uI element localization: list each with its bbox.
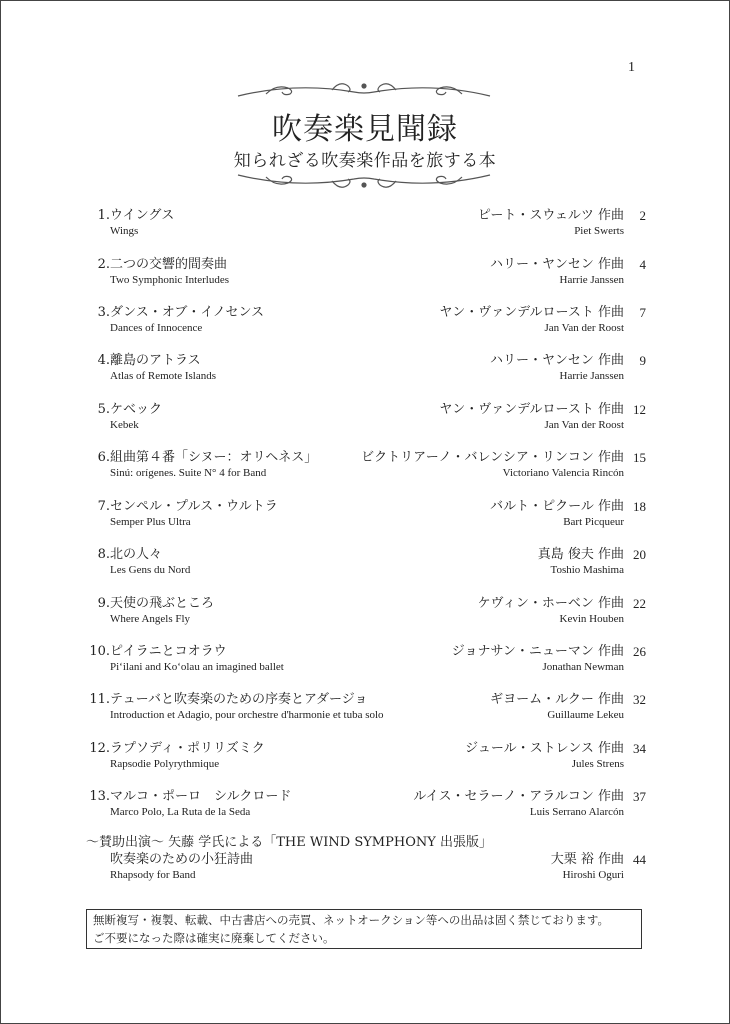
toc-entry-12[interactable] [86, 741, 646, 777]
entry-composer-jp: ヤン・ヴァンデルロースト 作曲 [439, 402, 624, 417]
bonus-heading: ～賛助出演～ 矢藤 学氏による「THE WIND SYMPHONY 出張版」 [86, 835, 492, 850]
entry-composer-jp: ハリー・ヤンセン 作曲 [489, 257, 624, 272]
entry-composer-jp: 真島 俊夫 作曲 [537, 547, 624, 562]
toc-entry-3[interactable] [86, 305, 646, 341]
entry-number: 5. [97, 402, 110, 417]
ornament-bottom-icon [236, 169, 492, 191]
entry-composer-en: Piet Swerts [574, 225, 624, 237]
copyright-notice [86, 909, 642, 949]
toc-entry-11[interactable] [86, 692, 646, 728]
toc-entry-7[interactable] [86, 499, 646, 535]
entry-title-jp: ラプソディ・ポリリズミク [110, 741, 265, 756]
entry-composer-en: Jan Van der Roost [544, 419, 624, 431]
entry-page: 32 [633, 692, 646, 707]
entry-title-en: Where Angels Fly [110, 613, 191, 625]
entry-title-jp: 組曲第４番「シヌー：オリヘネス」 [110, 450, 318, 465]
entry-composer-jp: ビクトリアーノ・バレンシア・リンコン 作曲 [361, 450, 624, 465]
entry-title-en: Semper Plus Ultra [110, 516, 191, 528]
entry-composer-en: Guillaume Lekeu [547, 709, 624, 721]
entry-composer-en: Kevin Houben [559, 613, 624, 625]
entry-number: 13. [89, 789, 110, 804]
toc-entry-13[interactable] [86, 789, 646, 825]
toc-entry-9[interactable] [86, 596, 646, 632]
entry-title-jp: ウイングス [110, 208, 175, 223]
entry-composer-en: Toshio Mashima [550, 564, 624, 576]
entry-composer-jp: ジョナサン・ニューマン 作曲 [451, 644, 624, 659]
book-title: 吹奏楽見聞録 [272, 112, 458, 147]
entry-title-en: Introduction et Adagio, pour orchestre d'harmonie et tuba solo [110, 709, 384, 721]
entry-page: 9 [639, 353, 646, 368]
entry-page: 44 [633, 852, 646, 867]
entry-page: 22 [633, 596, 646, 611]
entry-title-jp: 天使の飛ぶところ [110, 596, 215, 611]
entry-number: 9. [97, 596, 110, 611]
toc-entry-8[interactable] [86, 547, 646, 583]
entry-number: 2. [97, 257, 110, 272]
entry-page: 4 [639, 257, 646, 272]
entry-number: 1. [97, 208, 110, 223]
toc-entry-10[interactable] [86, 644, 646, 680]
toc-entry-4[interactable] [86, 353, 646, 389]
entry-composer-en: Jonathan Newman [542, 661, 624, 673]
page-number: 1 [628, 60, 635, 75]
entry-composer-en: Harrie Janssen [559, 274, 624, 286]
entry-title-jp: ダンス・オブ・イノセンス [110, 305, 265, 320]
entry-title-en: Atlas of Remote Islands [110, 370, 217, 382]
entry-composer-jp: ジュール・ストレンス 作曲 [465, 741, 624, 756]
entry-number: 8. [97, 547, 110, 562]
entry-title-en: Rapsodie Polyrythmique [110, 758, 220, 770]
entry-page: 37 [633, 789, 646, 804]
toc-entry-5[interactable] [86, 402, 646, 438]
entry-composer-en: Jules Strens [571, 758, 624, 770]
entry-number: 3. [97, 305, 110, 320]
entry-title-jp: 二つの交響的間奏曲 [110, 257, 228, 272]
entry-title-en: Pi‘ilani and Ko‘olau an imagined ballet [110, 661, 284, 673]
book-subtitle: 知られざる吹奏楽作品を旅する本 [233, 151, 497, 171]
entry-page: 20 [633, 547, 646, 562]
entry-number: 12. [89, 741, 110, 756]
entry-page: 15 [633, 450, 646, 465]
entry-title-en: Dances of Innocence [110, 322, 203, 334]
toc-entry-6[interactable] [86, 450, 646, 486]
notice-line-1: 無断複写・複製、転載、中古書店への売買、ネットオークション等への出品は固く禁じております。 [93, 913, 609, 927]
entry-composer-jp: バルト・ピクール 作曲 [490, 499, 624, 514]
notice-line-2: ご不要になった際は確実に廃棄してください。 [93, 931, 335, 945]
entry-title-en: Kebek [110, 419, 139, 431]
entry-composer-en: Luis Serrano Alarcón [529, 806, 624, 818]
entry-title-en: Rhapsody for Band [110, 869, 196, 881]
entry-page: 12 [633, 402, 646, 417]
toc-entry-1[interactable] [86, 208, 646, 244]
entry-page: 2 [639, 208, 646, 223]
entry-composer-en: Bart Picqueur [563, 516, 624, 528]
entry-composer-jp: ハリー・ヤンセン 作曲 [489, 353, 624, 368]
entry-composer-en: Harrie Janssen [559, 370, 624, 382]
entry-title-en: Marco Polo, La Ruta de la Seda [110, 806, 251, 818]
entry-composer-jp: ケヴィン・ホーベン 作曲 [477, 596, 624, 611]
entry-number: 4. [97, 353, 110, 368]
entry-number: 6. [97, 450, 110, 465]
entry-title-jp: マルコ・ポーロ シルクロード [110, 789, 292, 804]
entry-composer-jp: ヤン・ヴァンデルロースト 作曲 [439, 305, 624, 320]
entry-title-jp: 離島のアトラス [110, 353, 201, 368]
entry-title-jp: ピイラニとコオラウ [110, 644, 227, 659]
entry-title-jp: ケベック [110, 402, 163, 417]
entry-page: 34 [633, 741, 646, 756]
entry-page: 7 [639, 305, 646, 320]
toc-entry-2[interactable] [86, 257, 646, 293]
entry-title-jp: 吹奏楽のための小狂詩曲 [110, 852, 254, 867]
entry-title-jp: テューバと吹奏楽のための序奏とアダージョ [110, 692, 368, 707]
entry-composer-jp: ピート・スウェルツ 作曲 [477, 208, 624, 223]
entry-composer-jp: ギヨーム・ルクー 作曲 [490, 692, 624, 707]
entry-number: 11. [89, 692, 110, 707]
entry-page: 26 [633, 644, 646, 659]
entry-title-en: Sinú: orígenes. Suite N° 4 for Band [110, 467, 267, 479]
entry-title-en: Wings [110, 225, 139, 237]
entry-page: 18 [633, 499, 646, 514]
entry-number: 10. [89, 644, 110, 659]
entry-title-en: Les Gens du Nord [110, 564, 191, 576]
entry-composer-jp: 大栗 裕 作曲 [550, 852, 624, 867]
ornament-top-icon [236, 78, 492, 100]
entry-title-jp: センペル・プルス・ウルトラ [110, 499, 278, 514]
entry-composer-en: Hiroshi Oguri [562, 869, 624, 881]
entry-title-en: Two Symphonic Interludes [110, 274, 229, 286]
entry-title-jp: 北の人々 [110, 547, 163, 562]
entry-composer-en: Victoriano Valencia Rincón [502, 467, 624, 479]
entry-composer-jp: ルイス・セラーノ・アラルコン 作曲 [413, 789, 624, 804]
toc-entry-bonus[interactable] [86, 852, 646, 888]
entry-composer-en: Jan Van der Roost [544, 322, 624, 334]
entry-number: 7. [97, 499, 110, 514]
